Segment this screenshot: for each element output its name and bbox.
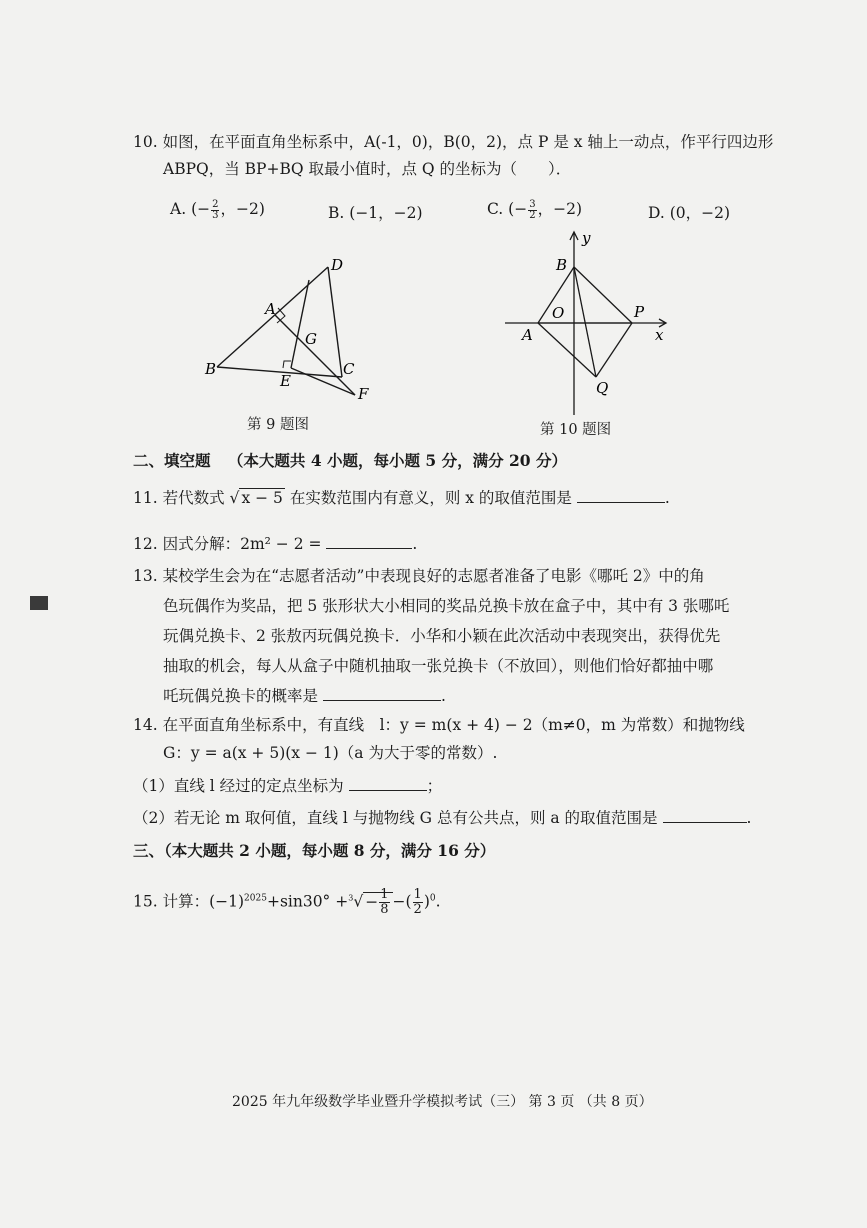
label-y: y: [582, 229, 591, 247]
q15: [133, 888, 441, 917]
q15-tail-exponent: 0: [429, 893, 436, 904]
section-2-heading: [133, 452, 567, 471]
q14-line2: [163, 744, 497, 763]
q12-answer-blank[interactable]: [326, 534, 412, 549]
fraction: [528, 200, 536, 221]
q14-text-line2: G：y = a(x + 5)(x − 1)（a 为大于零的常数）.: [163, 744, 498, 762]
q15-radicand: [363, 887, 392, 917]
label-a: A: [265, 300, 276, 318]
q14-part1: [133, 776, 442, 796]
q15-root-index: 3: [348, 893, 354, 903]
frac-num: 1: [413, 887, 422, 902]
fraction: [211, 200, 219, 221]
choice-text: (0，−2): [669, 204, 731, 222]
q15-radicand-fraction: [379, 888, 389, 917]
q14-part2-answer-blank[interactable]: [663, 808, 747, 823]
section-2-title: 二、填空题: [133, 451, 211, 470]
q13-text-line3: 玩偶兑换卡、2 张敖丙玩偶兑换卡．小华和小颖在此次活动中表现突出，获得优先: [163, 627, 721, 645]
q11-pre: 若代数式: [162, 489, 225, 507]
frac-den: 2: [529, 209, 536, 221]
q14-line1: [133, 716, 745, 735]
right-angle-e: [283, 361, 291, 368]
label-a: A: [522, 326, 533, 344]
q10-number: 10.: [133, 133, 158, 151]
choice-label: C.: [487, 200, 504, 218]
section-2-note: （本大题共 4 小题，每小题 5 分，满分 20 分）: [227, 451, 567, 470]
label-f: F: [358, 385, 369, 403]
label-p: P: [634, 303, 645, 321]
q15-root-sign: √: [353, 892, 364, 911]
q15-tail: ): [423, 892, 430, 911]
segment-bq: [574, 267, 596, 377]
frac-den: 3: [212, 209, 219, 221]
q10-choice-b: [328, 201, 423, 223]
q13-line2: [163, 597, 729, 616]
choice-label: D.: [648, 204, 665, 222]
q12-number: 12.: [133, 535, 158, 553]
q14-part1-end: ；: [426, 777, 443, 795]
q13-number: 13.: [133, 567, 158, 585]
label-g: G: [305, 330, 317, 348]
figure-9-diagram: [195, 250, 385, 410]
figure-9-caption: 第 9 题图: [247, 417, 309, 433]
frac-num: 2: [212, 198, 219, 210]
figure-10-caption: 第 10 题图: [540, 422, 612, 438]
q14-number: 14.: [133, 716, 158, 734]
q15-radicand-sign: −: [365, 892, 379, 911]
segment-pq: [596, 323, 632, 377]
q11-radicand: x − 5: [241, 489, 283, 507]
q14-part1-text: （1）直线 l 经过的定点坐标为: [133, 777, 344, 795]
q13-line1: [133, 567, 705, 586]
choice-pre: (−: [508, 200, 528, 218]
q11-answer-blank[interactable]: [577, 488, 665, 503]
frac-num: 1: [380, 887, 389, 902]
frac-den: 2: [413, 902, 422, 917]
label-b: B: [556, 256, 568, 274]
frac-num: 3: [529, 198, 536, 210]
choice-text: (−1，−2): [349, 204, 423, 222]
q12-end: .: [412, 535, 418, 553]
page-footer: 2025 年九年级数学毕业暨升学模拟考试（三） 第 3 页 （共 8 页）: [232, 1094, 653, 1110]
choice-label: A.: [170, 200, 187, 218]
frac-den: 8: [380, 902, 389, 917]
label-q: Q: [596, 379, 609, 397]
choice-pre: (−: [191, 200, 211, 218]
label-c: C: [343, 360, 355, 378]
q10-choice-a: [170, 197, 265, 221]
q13-text-line4: 抽取的机会，每人从盒子中随机抽取一张兑换卡（不放回），则他们恰好都抽中哪: [163, 657, 714, 675]
section-3-heading: [133, 842, 495, 861]
label-x: x: [655, 326, 664, 344]
q14-part1-answer-blank[interactable]: [349, 776, 427, 791]
scan-marker: [30, 596, 48, 610]
q14-part2-text: （2）若无论 m 取何值，直线 l 与抛物线 G 总有公共点，则 a 的取值范围是: [133, 809, 658, 827]
q13-line3: [163, 627, 720, 646]
q14-part2-end: .: [746, 809, 752, 827]
q13-line5: [163, 686, 446, 706]
q13-line4: [163, 657, 713, 676]
q13-text-line2: 色玩偶作为奖品，把 5 张形状大小相同的奖品兑换卡放在盒子中，其中有 3 张哪吒: [163, 597, 730, 615]
q14-part2: [133, 808, 751, 828]
q10-text-line1: 如图，在平面直角坐标系中，A(-1，0)，B(0，2)，点 P 是 x 轴上一动点，作平行四边形: [162, 133, 774, 151]
segment-bp: [574, 267, 632, 323]
q11-number: 11.: [133, 489, 158, 507]
segment-dc: [328, 267, 342, 377]
q10-choice-c: [487, 197, 582, 221]
q15-exponent: 2025: [244, 893, 267, 904]
q15-half-fraction: [413, 888, 423, 917]
q15-mid: +sin30° +: [266, 892, 349, 911]
q10-line2: [163, 160, 571, 179]
choice-post: ，−2): [537, 200, 582, 218]
choice-post: ，−2): [220, 200, 265, 218]
label-o: O: [552, 304, 565, 322]
q11-post: 在实数范围内有意义，则 x 的取值范围是: [289, 489, 572, 507]
choice-label: B.: [328, 204, 345, 222]
q10-line1: [133, 133, 773, 152]
figure-9: [195, 250, 385, 410]
q15-minus: −(: [392, 892, 412, 911]
segment-eg: [291, 280, 309, 368]
figure-10: [500, 225, 690, 415]
figure-10-diagram: [500, 225, 690, 415]
q14-text-line1: 在平面直角坐标系中，有直线 l：y = m(x + 4) − 2（m≠0，m 为常数）和抛物线: [162, 716, 745, 734]
q11: [133, 488, 670, 508]
q12: [133, 534, 417, 554]
q13-text-line1: 某校学生会为在“志愿者活动”中表现良好的志愿者准备了电影《哪吒 2》中的角: [162, 567, 705, 585]
q15-pre: 计算：(−1): [162, 892, 245, 911]
q11-end: .: [664, 489, 670, 507]
q10-choice-d: [648, 201, 730, 223]
q12-text: 因式分解：2m² − 2 =: [162, 535, 322, 553]
label-d: D: [331, 256, 344, 274]
q15-end: .: [435, 892, 441, 911]
label-b: B: [205, 360, 217, 378]
section-3-title: 三、（本大题共 2 小题，每小题 8 分，满分 16 分）: [133, 841, 496, 860]
q10-text-line2: ABPQ，当 BP+BQ 取最小值时，点 Q 的坐标为（ ）．: [163, 160, 572, 178]
q15-number: 15.: [133, 892, 158, 911]
q13-text-line5: 吒玩偶兑换卡的概率是: [163, 687, 319, 705]
label-e: E: [280, 372, 291, 390]
q13-end: .: [440, 687, 446, 705]
q11-sqrt-sign: √: [229, 489, 240, 507]
q13-answer-blank[interactable]: [323, 686, 441, 701]
